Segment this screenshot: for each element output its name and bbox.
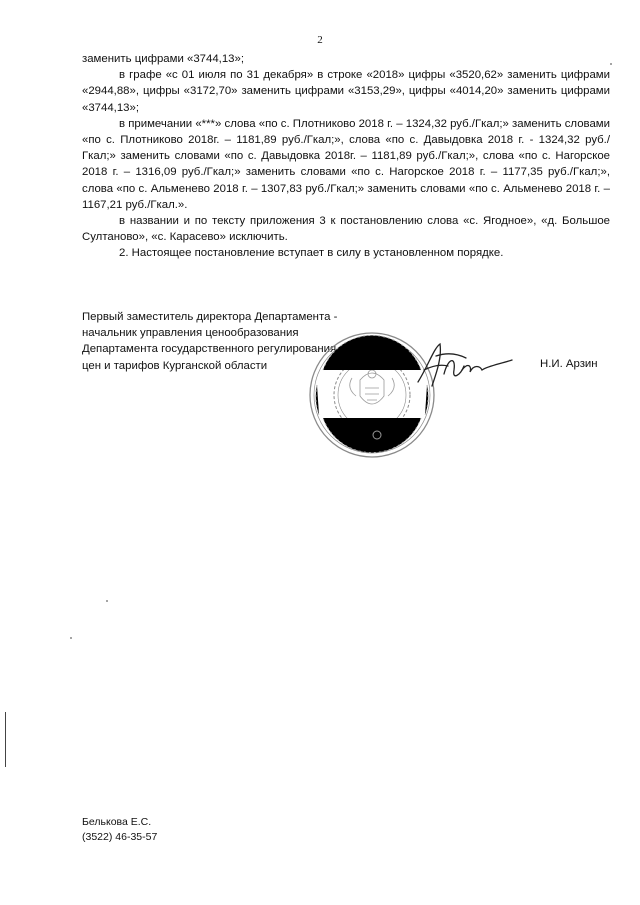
executor-name: Белькова Е.С. bbox=[82, 816, 152, 828]
executor-phone: (3522) 46-35-57 bbox=[82, 831, 158, 843]
position-line: начальник управления ценообразования bbox=[82, 327, 299, 340]
document-body bbox=[82, 51, 610, 262]
signer-name: Н.И. Арзин bbox=[540, 358, 598, 370]
page-number: 2 bbox=[317, 34, 323, 46]
paragraph: 2. Настоящее постановление вступает в силу в установленном порядке. bbox=[119, 247, 504, 260]
paragraph: в названии и по тексту приложения 3 к постановлению слова «с. Ягодное», «д. Большое Султаново», «с. Карасево» исключить. bbox=[82, 215, 610, 244]
scan-speck bbox=[70, 637, 72, 639]
position-line: Департамента государственного регулирования bbox=[82, 343, 337, 356]
executor-block bbox=[82, 815, 157, 845]
paragraph: в примечании «***» слова «по с. Плотниково 2018 г. – 1324,32 руб./Гкал;» заменить словами «по с. Плотниково 2018г. – 1181,89 руб./Гкал;», слова «по с. Давыдовка 2018 г. - 1324,32 руб./Гкал;» заменить словами «по с. Давыдовка 2018г. – 1181,89 руб./Гкал;», слова «по с. Нагорское 2018 г. – 1316,09 руб./Гкал;» заменить словами «по с. Нагорское 2018 г. – 1177,35 руб./Гкал;», слова «по с. Альменево 2018 г. – 1307,83 руб./Гкал;» заменить словами «по с. Альменево 2018 г. – 1167,21 руб./Гкал.». bbox=[82, 117, 610, 211]
paragraph: заменить цифрами «3744,13»; bbox=[82, 53, 244, 65]
position-line: цен и тарифов Курганской области bbox=[82, 359, 268, 372]
handwritten-signature bbox=[408, 336, 518, 396]
paragraph: в графе «с 01 июля по 31 декабря» в строке «2018» цифры «3520,62» заменить цифрами «2944,88», цифры «3172,70» заменить цифрами «3153,29», цифры «4014,20» заменить цифрами «3744,13»; bbox=[82, 69, 610, 114]
position-line: Первый заместитель директора Департамента - bbox=[82, 311, 338, 323]
scan-edge-mark bbox=[5, 712, 6, 767]
scan-speck bbox=[610, 63, 612, 65]
scan-speck bbox=[106, 600, 108, 602]
